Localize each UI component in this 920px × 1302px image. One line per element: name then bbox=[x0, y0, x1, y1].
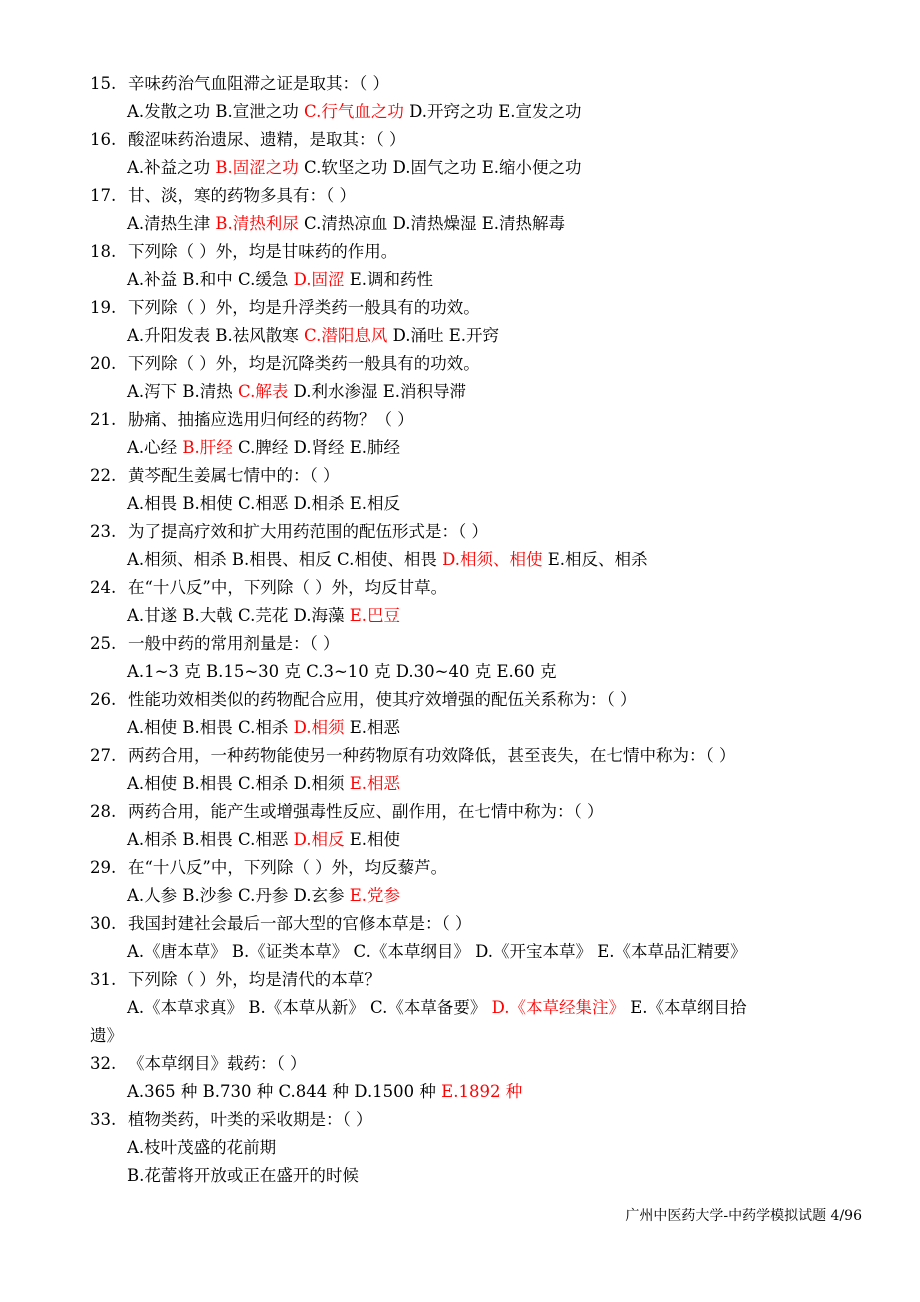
option: D.相杀 bbox=[293, 494, 345, 513]
option: E.开窍 bbox=[448, 326, 500, 345]
continuation-line: 遗》 bbox=[90, 1026, 123, 1045]
question-number: 23. bbox=[90, 522, 117, 541]
answer-option: C.解表 bbox=[238, 382, 289, 401]
option: B.730 种 bbox=[202, 1082, 274, 1101]
option: E.60 克 bbox=[496, 662, 557, 681]
question-number: 16. bbox=[90, 130, 117, 149]
options-line bbox=[0, 322, 920, 350]
option: B.和中 bbox=[182, 270, 233, 289]
question-line bbox=[0, 574, 920, 602]
option: D.海藻 bbox=[293, 606, 345, 625]
option: C.相杀 bbox=[238, 718, 289, 737]
option: B.相畏 bbox=[182, 830, 233, 849]
option: B.《证类本草》 bbox=[231, 942, 349, 961]
answer-option: E.相恶 bbox=[349, 774, 401, 793]
question-line bbox=[0, 1106, 920, 1134]
options-line bbox=[0, 490, 920, 518]
question-number: 27. bbox=[90, 746, 117, 765]
options-line bbox=[0, 1162, 920, 1190]
question-line bbox=[0, 238, 920, 266]
question-text: 两药合用，能产生或增强毒性反应、副作用，在七情中称为：（ ） bbox=[128, 802, 604, 821]
question-number: 20. bbox=[90, 354, 117, 373]
question-text: 酸涩味药治遗尿、遗精，是取其：（ ） bbox=[128, 130, 406, 149]
option: A.相畏 bbox=[127, 494, 178, 513]
answer-option: B.清热利尿 bbox=[215, 214, 299, 233]
option: A.甘遂 bbox=[127, 606, 178, 625]
option: D.利水渗湿 bbox=[293, 382, 378, 401]
page-footer: 广州中医药大学-中药学模拟试题 4/96 bbox=[625, 1208, 862, 1224]
option: C.清热凉血 bbox=[304, 214, 388, 233]
option: B.相使 bbox=[182, 494, 233, 513]
question-line bbox=[0, 182, 920, 210]
question-text: 我国封建社会最后一部大型的官修本草是：（ ） bbox=[128, 914, 472, 933]
option: A.相杀 bbox=[127, 830, 178, 849]
question-line bbox=[0, 406, 920, 434]
option: C.相恶 bbox=[238, 494, 289, 513]
option: C.芫花 bbox=[238, 606, 289, 625]
question-number: 21. bbox=[90, 410, 117, 429]
option: C.3~10 克 bbox=[306, 662, 391, 681]
options-line bbox=[0, 770, 920, 798]
option: E.相使 bbox=[349, 830, 401, 849]
answer-option: D.相反 bbox=[293, 830, 345, 849]
question-line bbox=[0, 798, 920, 826]
option: A.升阳发表 bbox=[127, 326, 211, 345]
option: A.人参 bbox=[127, 886, 178, 905]
answer-option: E.巴豆 bbox=[349, 606, 401, 625]
question-number: 22. bbox=[90, 466, 117, 485]
option: E.《本草纲目拾 bbox=[630, 998, 747, 1017]
option: A.补益之功 bbox=[127, 158, 211, 177]
options-line bbox=[0, 154, 920, 182]
answer-option: E.1892 种 bbox=[441, 1082, 523, 1101]
answer-option: C.潜阳息风 bbox=[304, 326, 388, 345]
option: B.清热 bbox=[182, 382, 233, 401]
question-number: 18. bbox=[90, 242, 117, 261]
question-number: 31. bbox=[90, 970, 117, 989]
option: A.365 种 bbox=[127, 1082, 198, 1101]
option: E.调和药性 bbox=[349, 270, 434, 289]
answer-option: D.相须 bbox=[293, 718, 345, 737]
option: E.相反、相杀 bbox=[547, 550, 648, 569]
answer-option: C.行气血之功 bbox=[304, 102, 404, 121]
option: C.相杀 bbox=[238, 774, 289, 793]
question-number: 33. bbox=[90, 1110, 117, 1129]
question-text: 在“十八反”中，下列除（ ）外，均反甘草。 bbox=[128, 578, 448, 597]
question-text: 甘、淡，寒的药物多具有：（ ） bbox=[128, 186, 356, 205]
option: D.1500 种 bbox=[354, 1082, 436, 1101]
question-number: 30. bbox=[90, 914, 117, 933]
question-text: 黄芩配生姜属七情中的：（ ） bbox=[128, 466, 340, 485]
answer-option: E.党参 bbox=[349, 886, 401, 905]
question-text: 性能功效相类似的药物配合应用，使其疗效增强的配伍关系称为：（ ） bbox=[128, 690, 637, 709]
option: A.清热生津 bbox=[127, 214, 211, 233]
options-line bbox=[0, 714, 920, 742]
options-line bbox=[0, 826, 920, 854]
options-line bbox=[0, 434, 920, 462]
question-number: 25. bbox=[90, 634, 117, 653]
question-number: 29. bbox=[90, 858, 117, 877]
question-number: 15. bbox=[90, 74, 117, 93]
options-line bbox=[0, 1134, 920, 1162]
question-text: 在“十八反”中，下列除（ ）外，均反藜芦。 bbox=[128, 858, 448, 877]
option: E.清热解毒 bbox=[481, 214, 566, 233]
option: B.相畏、相反 bbox=[231, 550, 332, 569]
option: B.花蕾将开放或正在盛开的时候 bbox=[127, 1166, 359, 1185]
question-line bbox=[0, 518, 920, 546]
option: B.相畏 bbox=[182, 718, 233, 737]
answer-option: D.相须、相使 bbox=[442, 550, 543, 569]
question-text: 下列除（ ）外，均是沉降类药一般具有的功效。 bbox=[128, 354, 480, 373]
answer-option: B.固涩之功 bbox=[215, 158, 299, 177]
option: D.固气之功 bbox=[392, 158, 477, 177]
option: E.宣发之功 bbox=[498, 102, 582, 121]
option: D.《开宝本草》 bbox=[475, 942, 592, 961]
option: C.844 种 bbox=[278, 1082, 350, 1101]
question-line bbox=[0, 854, 920, 882]
options-line bbox=[0, 882, 920, 910]
question-line bbox=[0, 350, 920, 378]
question-text: 下列除（ ）外，均是甘味药的作用。 bbox=[128, 242, 398, 261]
option: A.相须、相杀 bbox=[127, 550, 227, 569]
question-line bbox=[0, 126, 920, 154]
question-number: 17. bbox=[90, 186, 117, 205]
question-line bbox=[0, 910, 920, 938]
options-line bbox=[0, 602, 920, 630]
question-text: 辛味药治气血阻滞之证是取其：（ ） bbox=[128, 74, 389, 93]
answer-option: D.固涩 bbox=[293, 270, 345, 289]
option: C.《本草纲目》 bbox=[353, 942, 470, 961]
option: A.相使 bbox=[127, 718, 178, 737]
question-text: 两药合用，一种药物能使另一种药物原有功效降低，甚至丧失，在七情中称为：（ ） bbox=[128, 746, 736, 765]
question-number: 19. bbox=[90, 298, 117, 317]
option: A.补益 bbox=[127, 270, 178, 289]
option: A.发散之功 bbox=[127, 102, 211, 121]
option: E.肺经 bbox=[349, 438, 401, 457]
question-text: 胁痛、抽搐应选用归何经的药物？（ ） bbox=[128, 410, 414, 429]
option: B.祛风散寒 bbox=[215, 326, 299, 345]
option: C.缓急 bbox=[238, 270, 289, 289]
option: A.泻下 bbox=[127, 382, 178, 401]
options-line bbox=[0, 658, 920, 686]
option: A.心经 bbox=[127, 438, 178, 457]
option: B.大戟 bbox=[182, 606, 233, 625]
question-text: 为了提高疗效和扩大用药范围的配伍形式是：（ ） bbox=[128, 522, 488, 541]
option: B.相畏 bbox=[182, 774, 233, 793]
question-list bbox=[0, 70, 920, 1190]
option: B.沙参 bbox=[182, 886, 233, 905]
option: E.相反 bbox=[349, 494, 401, 513]
options-line bbox=[0, 210, 920, 238]
question-line bbox=[0, 1050, 920, 1078]
options-line bbox=[0, 266, 920, 294]
options-line bbox=[0, 546, 920, 574]
option: D.相须 bbox=[293, 774, 345, 793]
answer-option: D.《本草经集注》 bbox=[491, 998, 625, 1017]
option: E.消积导滞 bbox=[382, 382, 467, 401]
question-line bbox=[0, 70, 920, 98]
option: C.相使、相畏 bbox=[337, 550, 437, 569]
option: C.相恶 bbox=[238, 830, 289, 849]
options-line bbox=[0, 938, 920, 966]
option: A.《本草求真》 bbox=[127, 998, 244, 1017]
question-text: 下列除（ ）外，均是升浮类药一般具有的功效。 bbox=[128, 298, 480, 317]
options-line bbox=[0, 1078, 920, 1106]
option: B.《本草从新》 bbox=[248, 998, 365, 1017]
question-text: 下列除（ ）外，均是清代的本草？ bbox=[128, 970, 381, 989]
options-line bbox=[0, 98, 920, 126]
question-line bbox=[0, 686, 920, 714]
question-line bbox=[0, 966, 920, 994]
question-line bbox=[0, 294, 920, 322]
options-line bbox=[0, 378, 920, 406]
option: C.丹参 bbox=[238, 886, 289, 905]
question-text: 《本草纲目》载药：（ ） bbox=[128, 1054, 307, 1073]
option: D.肾经 bbox=[293, 438, 345, 457]
question-line bbox=[0, 462, 920, 490]
option: E.相恶 bbox=[349, 718, 401, 737]
options-line bbox=[0, 994, 920, 1022]
option: A.《唐本草》 bbox=[127, 942, 227, 961]
option: B.15~30 克 bbox=[205, 662, 301, 681]
option: D.清热燥湿 bbox=[392, 214, 477, 233]
option: E.缩小便之功 bbox=[481, 158, 582, 177]
option: D.开窍之功 bbox=[409, 102, 493, 121]
option: B.宣泄之功 bbox=[215, 102, 299, 121]
option: A.相使 bbox=[127, 774, 178, 793]
question-number: 26. bbox=[90, 690, 117, 709]
question-number: 28. bbox=[90, 802, 117, 821]
option: C.脾经 bbox=[238, 438, 289, 457]
option: D.30~40 克 bbox=[395, 662, 492, 681]
option: D.涌吐 bbox=[392, 326, 444, 345]
option: E.《本草品汇精要》 bbox=[597, 942, 747, 961]
option: C.《本草备要》 bbox=[370, 998, 487, 1017]
question-text: 一般中药的常用剂量是：（ ） bbox=[128, 634, 340, 653]
question-number: 32. bbox=[90, 1054, 117, 1073]
option: A.枝叶茂盛的花前期 bbox=[127, 1138, 277, 1157]
question-line bbox=[0, 630, 920, 658]
question-number: 24. bbox=[90, 578, 117, 597]
question-text: 植物类药，叶类的采收期是：（ ） bbox=[128, 1110, 373, 1129]
option: A.1~3 克 bbox=[127, 662, 201, 681]
option: D.玄参 bbox=[293, 886, 345, 905]
option: C.软坚之功 bbox=[304, 158, 388, 177]
question-line bbox=[0, 742, 920, 770]
answer-option: B.肝经 bbox=[182, 438, 233, 457]
